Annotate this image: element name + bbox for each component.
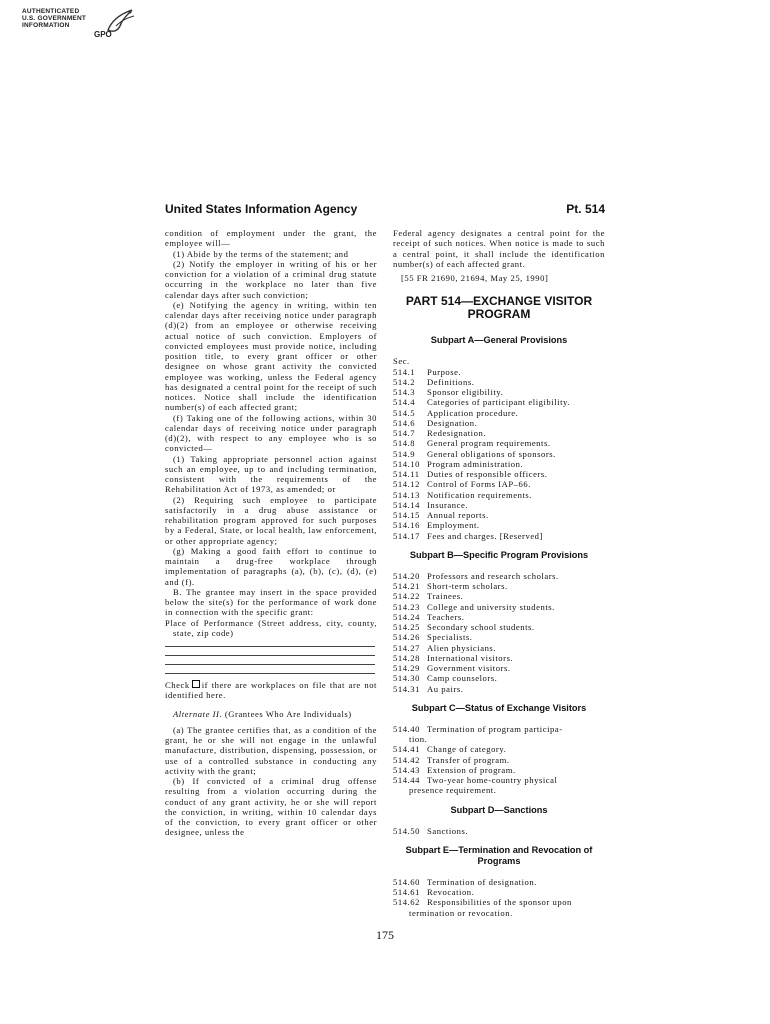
toc-item-number: 514.22 <box>393 591 420 602</box>
header-part: Pt. 514 <box>566 202 605 216</box>
toc-item-number: 514.10 <box>393 458 420 469</box>
authenticated-seal <box>22 6 142 46</box>
alternate-subtitle: (Grantees Who Are Individuals) <box>224 708 352 719</box>
check-label: Check <box>165 680 190 690</box>
subpart-e-heading <box>393 845 605 867</box>
seal-gpo: GPO <box>94 30 112 39</box>
toc-item <box>393 500 605 510</box>
toc-item <box>393 724 605 734</box>
paragraph: (a) The grantee certifies that, as a condition of the grant, he or she will not engage in the unlawful manufacture, distribution, dispensing, possession, or use of a controlled substance in conducting any activity with the grant; <box>165 724 377 776</box>
toc-item <box>393 826 605 836</box>
toc-item-title: Transfer of program. <box>427 754 510 765</box>
toc-item-number: 514.11 <box>393 469 420 479</box>
toc-item-title: Specialists. <box>427 632 473 643</box>
toc-item-title: Definitions. <box>427 376 475 387</box>
toc-item-number: 514.40 <box>393 723 420 734</box>
toc-item-number: 514.5 <box>393 407 416 418</box>
toc-item-number: 514.7 <box>393 428 416 438</box>
subpart-c-heading: Subpart C—Status of Exchange Visitors <box>411 702 587 713</box>
toc-item <box>393 397 605 407</box>
toc-item-title: Two-year home-country physical <box>427 775 558 785</box>
toc-item <box>393 520 605 530</box>
paragraph: (f) Taking one of the following actions, within 30 calendar days of receiving notice under paragraph (d)(2), with respect to any employee who is so convicted— <box>165 412 377 454</box>
toc-item-title: Notification requirements. <box>427 489 532 500</box>
paragraph: Federal agency designates a central point for the receipt of such notices. When notice is made to such a central point, it shall include the identification number(s) of each affected grant. <box>393 228 605 269</box>
toc-item <box>393 531 605 541</box>
toc-item-title: Sanctions. <box>427 825 469 836</box>
toc-item-number: 514.4 <box>393 397 416 408</box>
paragraph: condition of employment under the grant, the employee will— <box>165 228 377 249</box>
toc-item <box>393 684 605 694</box>
toc-item-title: Teachers. <box>427 611 465 622</box>
blank-line <box>165 647 375 656</box>
toc-item-title: General obligations of sponsors. <box>427 448 556 459</box>
toc-item <box>393 387 605 397</box>
toc-item-title: Camp counselors. <box>427 673 498 684</box>
toc-item-title: General program requirements. <box>427 438 551 449</box>
toc-item-title: Fees and charges. [Reserved] <box>427 530 543 541</box>
toc-item-number: 514.27 <box>393 642 420 653</box>
toc-item-continuation: tion. <box>409 734 428 744</box>
alternate-title: Alternate II. <box>173 708 223 719</box>
toc-item <box>393 510 605 520</box>
toc-item <box>393 581 605 591</box>
toc-item-number: 514.14 <box>393 499 420 510</box>
toc-item-title: Categories of participant eligibility. <box>427 397 571 408</box>
left-column <box>165 228 377 838</box>
toc-item-number: 514.15 <box>393 510 420 520</box>
toc-subpart-a <box>393 367 605 541</box>
toc-item-number: 514.6 <box>393 417 416 428</box>
toc-subpart-d <box>393 826 605 836</box>
seal-line-3: INFORMATION <box>22 22 70 29</box>
running-header <box>165 202 605 218</box>
toc-item <box>393 479 605 489</box>
seal-text <box>22 8 86 29</box>
blank-line <box>165 656 375 665</box>
paragraph: B. The grantee may insert in the space provided below the site(s) for the performance of work done in connection with the specific grant: <box>165 586 377 618</box>
toc-item <box>393 653 605 663</box>
seal-line-2: U.S. GOVERNMENT <box>22 15 87 22</box>
toc-item <box>393 591 605 601</box>
toc-item-title: Sponsor eligibility. <box>427 387 504 397</box>
toc-item-title: Termination of designation. <box>427 876 537 887</box>
toc-item-number: 514.1 <box>393 366 416 377</box>
toc-item <box>393 449 605 459</box>
subpart-d-heading: Subpart D—Sanctions <box>450 804 548 815</box>
toc-item-title: Alien physicians. <box>427 642 497 653</box>
page-number: 175 <box>376 928 394 942</box>
toc-item-title: Change of category. <box>427 744 507 755</box>
toc-item <box>393 765 605 775</box>
toc-item-title: International visitors. <box>427 652 514 663</box>
toc-item-title: Government visitors. <box>427 663 511 673</box>
toc-item-title: Duties of responsible officers. <box>427 469 548 479</box>
toc-item <box>393 612 605 622</box>
check-text: if there are workplaces on file that are not identified here. <box>165 680 377 701</box>
toc-item-number: 514.41 <box>393 744 420 755</box>
toc-item <box>393 887 605 897</box>
toc-subpart-e <box>393 877 605 918</box>
toc-item-title: Termination of program participa- <box>427 723 563 734</box>
paragraph: (2) Requiring such employee to participate satisfactorily in a drug abuse assistance or rehabilitation program approved for such purposes by a Federal, State, or local health, law enforcement, or other appropriate agency; <box>165 494 377 546</box>
paragraph: (1) Abide by the terms of the statement; and <box>173 248 349 259</box>
toc-item-title: Extension of program. <box>427 764 516 775</box>
subpart-e-line-1: Subpart E—Termination and Revocation of <box>405 844 593 855</box>
subpart-a-heading: Subpart A—General Provisions <box>430 335 568 346</box>
paragraph: (1) Taking appropriate personnel action against such an employee, up to and including termination, consistent with the requirements of the Rehabilitation Act of 1973, as amended; or <box>165 453 377 495</box>
toc-item-title: Control of Forms IAP–66. <box>427 479 531 490</box>
toc-item-title: Designation. <box>427 417 478 428</box>
toc-item <box>393 877 605 887</box>
toc-item <box>393 418 605 428</box>
toc-item-title: Professors and research scholars. <box>427 570 559 581</box>
toc-item <box>393 571 605 581</box>
toc-item-title: Short-term scholars. <box>427 581 508 591</box>
toc-item-number: 514.50 <box>393 825 420 836</box>
toc-item <box>393 673 605 683</box>
toc-item-continuation: presence requirement. <box>409 785 497 796</box>
toc-item-number: 514.3 <box>393 387 416 397</box>
toc-item-title: College and university students. <box>427 601 555 612</box>
toc-item <box>393 632 605 642</box>
toc-item <box>393 663 605 673</box>
toc-item <box>393 438 605 448</box>
sec-label: Sec. <box>393 356 410 367</box>
toc-item-title: Annual reports. <box>427 510 489 520</box>
toc-item-title: Purpose. <box>427 366 462 377</box>
toc-item-number: 514.26 <box>393 632 420 643</box>
toc-item-number: 514.42 <box>393 754 420 765</box>
blank-line <box>165 638 375 647</box>
subpart-b-heading: Subpart B—Specific Program Provisions <box>409 549 589 560</box>
place-of-performance-label: Place of Performance (Street address, city, county, state, zip code) <box>165 617 377 638</box>
toc-item-number: 514.23 <box>393 601 420 612</box>
blank-line <box>165 665 375 674</box>
toc-item <box>393 367 605 377</box>
right-column <box>393 228 605 918</box>
toc-item-number: 514.25 <box>393 622 420 632</box>
toc-item <box>393 428 605 438</box>
toc-item-title: Revocation. <box>427 887 475 897</box>
toc-item-title: Employment. <box>427 520 480 531</box>
checkbox-icon[interactable] <box>192 680 200 688</box>
toc-subpart-b <box>393 571 605 694</box>
toc-item-number: 514.30 <box>393 673 420 684</box>
paragraph: (2) Notify the employer in writing of his or her conviction for a violation of a criminal drug statute occurring in the workplace no later than five calendar days after such conviction; <box>165 258 377 300</box>
toc-item-number: 514.12 <box>393 479 420 490</box>
toc-item-number: 514.2 <box>393 376 416 387</box>
toc-item <box>393 775 605 785</box>
toc-item <box>393 408 605 418</box>
toc-item-number: 514.21 <box>393 581 420 591</box>
part-title <box>393 295 605 321</box>
toc-item <box>393 490 605 500</box>
toc-item <box>393 602 605 612</box>
toc-item-number: 514.17 <box>393 530 420 541</box>
toc-item-number: 514.61 <box>393 887 420 897</box>
toc-item-title: Au pairs. <box>427 683 464 694</box>
toc-item-number: 514.13 <box>393 489 420 500</box>
toc-item-title: Redesignation. <box>427 428 487 438</box>
toc-item-number: 514.60 <box>393 876 420 887</box>
toc-subpart-c <box>393 724 605 796</box>
toc-item-number: 514.20 <box>393 570 420 581</box>
alternate-heading <box>165 709 377 719</box>
paragraph: (e) Notifying the agency in writing, within ten calendar days after receiving notice under paragraph (d)(2) from an employee or otherwise receiving actual notice of such conviction. Employers of convicted employees must provide notice, including position title, to every grant officer or other designee on whose grant activity the convicted employee was working, unless the Federal agency has designated a central point for the receipt of such notices. Notice shall include the identification number(s) of each affected grant; <box>165 299 377 413</box>
subpart-e-line-2: Programs <box>477 855 521 866</box>
toc-item-number: 514.43 <box>393 764 420 775</box>
toc-item <box>393 643 605 653</box>
toc-item-title: Trainees. <box>427 591 464 602</box>
part-title-line-1: PART 514—EXCHANGE VISITOR <box>405 294 593 309</box>
seal-line-1: AUTHENTICATED <box>22 8 80 15</box>
toc-item <box>393 744 605 754</box>
toc-item <box>393 377 605 387</box>
toc-item <box>393 897 605 907</box>
toc-item <box>393 622 605 632</box>
toc-item-title: Insurance. <box>427 499 469 510</box>
toc-item-number: 514.9 <box>393 448 416 459</box>
toc-item-number: 514.24 <box>393 611 420 622</box>
check-paragraph <box>165 680 377 701</box>
toc-item-number: 514.16 <box>393 520 420 531</box>
toc-item-title: Secondary school students. <box>427 622 535 632</box>
toc-item-number: 514.62 <box>393 897 420 908</box>
toc-item <box>393 459 605 469</box>
toc-item <box>393 755 605 765</box>
toc-item-continuation: termination or revocation. <box>409 907 513 918</box>
paragraph: (g) Making a good faith effort to continue to maintain a drug-free workplace through implementation of paragraphs (a), (b), (c), (d), (e) and (f). <box>165 545 377 587</box>
toc-item-title: Responsibilities of the sponsor upon <box>427 897 572 908</box>
toc-item-title: Program administration. <box>427 458 524 469</box>
toc-item-number: 514.29 <box>393 663 420 673</box>
toc-item-number: 514.31 <box>393 683 420 694</box>
header-agency: United States Information Agency <box>165 202 358 216</box>
toc-item-number: 514.28 <box>393 652 420 663</box>
toc-item <box>393 469 605 479</box>
toc-item-title: Application procedure. <box>427 407 519 418</box>
part-title-line-2: PROGRAM <box>467 307 531 322</box>
paragraph: (b) If convicted of a criminal drug offense resulting from a violation occurring during the conduct of any grant activity, he or she will report the conviction, in writing, within 10 calendar days of the conviction, to every grant officer or other designee, unless the <box>165 776 377 838</box>
toc-item-number: 514.8 <box>393 438 416 449</box>
citation: [55 FR 21690, 21694, May 25, 1990] <box>401 273 549 283</box>
toc-item-number: 514.44 <box>393 775 420 785</box>
